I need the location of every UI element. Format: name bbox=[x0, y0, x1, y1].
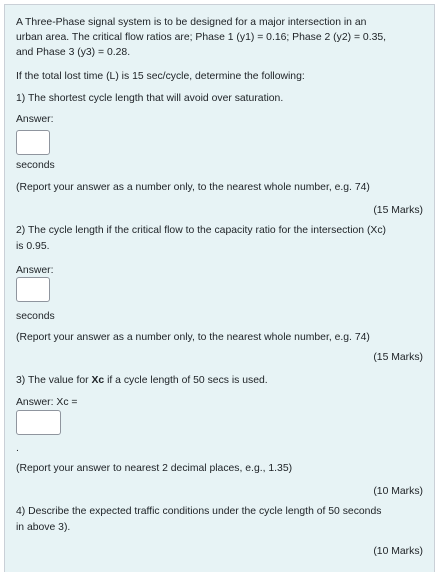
q3-answer-input[interactable] bbox=[16, 410, 61, 435]
q3-prompt-bold: Xc bbox=[91, 375, 105, 386]
q2-unit: seconds bbox=[16, 311, 55, 322]
q1-unit: seconds bbox=[16, 160, 55, 171]
q2-marks: (15 Marks) bbox=[373, 352, 423, 363]
intro-line-2: urban area. The critical flow ratios are; Phase 1 (y1) = 0.16; Phase 2 (y2) = 0.35, bbox=[16, 32, 387, 43]
q1-prompt: 1) The shortest cycle length that will avoid over saturation. bbox=[16, 93, 284, 104]
question-card bbox=[4, 4, 435, 572]
q3-prompt bbox=[16, 373, 268, 388]
q4-prompt-line-1: 4) Describe the expected traffic conditions under the cycle length of 50 seconds bbox=[16, 506, 382, 517]
q4-prompt-line-2: in above 3). bbox=[16, 522, 71, 533]
q3-prompt-after: if a cycle length of 50 secs is used. bbox=[104, 375, 268, 386]
q1-answer-label: Answer: bbox=[16, 114, 54, 125]
lost-time-text: If the total lost time (L) is 15 sec/cycle, determine the following: bbox=[16, 71, 305, 82]
q1-answer-input[interactable] bbox=[16, 130, 50, 155]
q3-answer-label: Answer: Xc = bbox=[16, 397, 78, 408]
q2-prompt-line-2: is 0.95. bbox=[16, 241, 50, 252]
q3-dot: . bbox=[16, 443, 19, 454]
intro-line-1: A Three-Phase signal system is to be designed for a major intersection in an bbox=[16, 17, 367, 28]
q2-answer-label: Answer: bbox=[16, 265, 54, 276]
q3-marks: (10 Marks) bbox=[373, 486, 423, 497]
q2-instruction: (Report your answer as a number only, to the nearest whole number, e.g. 74) bbox=[16, 332, 370, 343]
q2-answer-input[interactable] bbox=[16, 277, 50, 302]
q1-marks: (15 Marks) bbox=[373, 205, 423, 216]
q3-prompt-before: 3) The value for bbox=[16, 375, 92, 386]
q3-instruction: (Report your answer to nearest 2 decimal places, e.g., 1.35) bbox=[16, 463, 293, 474]
intro-line-3: and Phase 3 (y3) = 0.28. bbox=[16, 47, 131, 58]
q2-prompt-line-1: 2) The cycle length if the critical flow to the capacity ratio for the intersection (Xc) bbox=[16, 225, 386, 236]
q1-instruction: (Report your answer as a number only, to the nearest whole number, e.g. 74) bbox=[16, 182, 370, 193]
q4-marks: (10 Marks) bbox=[373, 546, 423, 557]
